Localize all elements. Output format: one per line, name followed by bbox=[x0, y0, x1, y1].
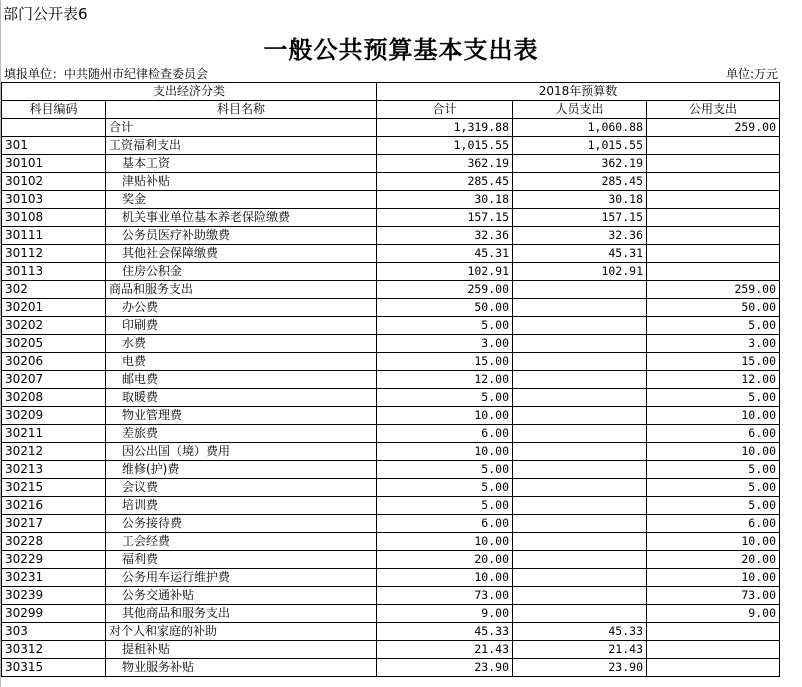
row-name: 印刷费 bbox=[106, 317, 377, 335]
row-personnel: 23.90 bbox=[513, 659, 647, 677]
row-total: 6.00 bbox=[377, 425, 513, 443]
row-code: 30102 bbox=[2, 173, 106, 191]
table-row bbox=[2, 245, 780, 263]
row-name: 公务接待费 bbox=[106, 515, 377, 533]
row-code: 30315 bbox=[2, 659, 106, 677]
row-total: 45.33 bbox=[377, 623, 513, 641]
header-group-row bbox=[2, 83, 780, 101]
row-public bbox=[647, 191, 780, 209]
row-personnel bbox=[513, 281, 647, 299]
row-name: 对个人和家庭的补助 bbox=[106, 623, 377, 641]
table-row bbox=[2, 155, 780, 173]
row-code: 30206 bbox=[2, 353, 106, 371]
row-code: 30299 bbox=[2, 605, 106, 623]
header-total: 合计 bbox=[377, 101, 513, 119]
row-total: 10.00 bbox=[377, 569, 513, 587]
row-public bbox=[647, 623, 780, 641]
row-total: 10.00 bbox=[377, 533, 513, 551]
table-row bbox=[2, 371, 780, 389]
row-code: 30239 bbox=[2, 587, 106, 605]
row-name: 奖金 bbox=[106, 191, 377, 209]
table-row bbox=[2, 263, 780, 281]
row-public bbox=[647, 263, 780, 281]
row-personnel bbox=[513, 389, 647, 407]
row-public: 5.00 bbox=[647, 479, 780, 497]
row-total: 362.19 bbox=[377, 155, 513, 173]
row-personnel bbox=[513, 605, 647, 623]
table-row bbox=[2, 515, 780, 533]
row-personnel bbox=[513, 461, 647, 479]
row-name: 物业管理费 bbox=[106, 407, 377, 425]
table-body bbox=[2, 119, 780, 677]
row-name: 会议费 bbox=[106, 479, 377, 497]
row-code: 30216 bbox=[2, 497, 106, 515]
row-public: 5.00 bbox=[647, 389, 780, 407]
table-row bbox=[2, 461, 780, 479]
row-total: 5.00 bbox=[377, 479, 513, 497]
row-code: 30112 bbox=[2, 245, 106, 263]
table-row bbox=[2, 659, 780, 677]
row-personnel: 45.31 bbox=[513, 245, 647, 263]
row-public: 20.00 bbox=[647, 551, 780, 569]
row-total: 45.31 bbox=[377, 245, 513, 263]
row-total: 21.43 bbox=[377, 641, 513, 659]
row-code: 30211 bbox=[2, 425, 106, 443]
row-public: 10.00 bbox=[647, 443, 780, 461]
row-name: 差旅费 bbox=[106, 425, 377, 443]
table-row bbox=[2, 281, 780, 299]
row-name: 物业服务补贴 bbox=[106, 659, 377, 677]
table-row bbox=[2, 587, 780, 605]
row-total: 1,319.88 bbox=[377, 119, 513, 137]
row-name: 商品和服务支出 bbox=[106, 281, 377, 299]
row-name: 公务用车运行维护费 bbox=[106, 569, 377, 587]
row-code: 30217 bbox=[2, 515, 106, 533]
table-row bbox=[2, 443, 780, 461]
row-code: 30101 bbox=[2, 155, 106, 173]
row-name: 培训费 bbox=[106, 497, 377, 515]
row-public: 50.00 bbox=[647, 299, 780, 317]
table-row bbox=[2, 425, 780, 443]
table-row bbox=[2, 605, 780, 623]
row-code: 30208 bbox=[2, 389, 106, 407]
row-code bbox=[2, 119, 106, 137]
row-public: 6.00 bbox=[647, 425, 780, 443]
row-total: 10.00 bbox=[377, 443, 513, 461]
row-name: 工会经费 bbox=[106, 533, 377, 551]
row-personnel: 21.43 bbox=[513, 641, 647, 659]
row-total: 10.00 bbox=[377, 407, 513, 425]
row-total: 73.00 bbox=[377, 587, 513, 605]
row-total: 5.00 bbox=[377, 317, 513, 335]
row-code: 30108 bbox=[2, 209, 106, 227]
row-code: 30229 bbox=[2, 551, 106, 569]
row-name: 取暖费 bbox=[106, 389, 377, 407]
table-row bbox=[2, 173, 780, 191]
row-total: 285.45 bbox=[377, 173, 513, 191]
row-total: 1,015.55 bbox=[377, 137, 513, 155]
header-column-row bbox=[2, 101, 780, 119]
row-total: 5.00 bbox=[377, 461, 513, 479]
row-code: 301 bbox=[2, 137, 106, 155]
table-row bbox=[2, 137, 780, 155]
row-code: 30213 bbox=[2, 461, 106, 479]
row-personnel bbox=[513, 299, 647, 317]
row-total: 5.00 bbox=[377, 389, 513, 407]
row-public: 9.00 bbox=[647, 605, 780, 623]
table-row bbox=[2, 335, 780, 353]
row-public: 5.00 bbox=[647, 461, 780, 479]
row-personnel bbox=[513, 407, 647, 425]
row-name: 其他社会保障缴费 bbox=[106, 245, 377, 263]
row-public: 6.00 bbox=[647, 515, 780, 533]
table-row bbox=[2, 317, 780, 335]
row-personnel bbox=[513, 353, 647, 371]
row-public: 10.00 bbox=[647, 533, 780, 551]
row-code: 30228 bbox=[2, 533, 106, 551]
header-code: 科目编码 bbox=[2, 101, 106, 119]
row-code: 303 bbox=[2, 623, 106, 641]
row-name: 公务交通补贴 bbox=[106, 587, 377, 605]
row-total: 3.00 bbox=[377, 335, 513, 353]
row-name: 提租补贴 bbox=[106, 641, 377, 659]
row-personnel bbox=[513, 497, 647, 515]
row-code: 30202 bbox=[2, 317, 106, 335]
row-personnel: 362.19 bbox=[513, 155, 647, 173]
row-personnel: 102.91 bbox=[513, 263, 647, 281]
table-row bbox=[2, 569, 780, 587]
row-personnel bbox=[513, 551, 647, 569]
table-row bbox=[2, 227, 780, 245]
row-public: 10.00 bbox=[647, 407, 780, 425]
row-total: 102.91 bbox=[377, 263, 513, 281]
row-code: 30212 bbox=[2, 443, 106, 461]
row-personnel: 1,015.55 bbox=[513, 137, 647, 155]
row-personnel bbox=[513, 533, 647, 551]
table-row bbox=[2, 353, 780, 371]
table-row bbox=[2, 497, 780, 515]
row-public: 15.00 bbox=[647, 353, 780, 371]
budget-table bbox=[1, 82, 780, 677]
row-code: 30111 bbox=[2, 227, 106, 245]
row-name: 公务员医疗补助缴费 bbox=[106, 227, 377, 245]
row-public: 259.00 bbox=[647, 281, 780, 299]
header-public: 公用支出 bbox=[647, 101, 780, 119]
header-name: 科目名称 bbox=[106, 101, 377, 119]
row-total: 157.15 bbox=[377, 209, 513, 227]
row-code: 30231 bbox=[2, 569, 106, 587]
row-code: 30209 bbox=[2, 407, 106, 425]
row-name: 办公费 bbox=[106, 299, 377, 317]
row-name: 福利费 bbox=[106, 551, 377, 569]
row-name: 水费 bbox=[106, 335, 377, 353]
table-row bbox=[2, 209, 780, 227]
row-code: 302 bbox=[2, 281, 106, 299]
row-public bbox=[647, 641, 780, 659]
row-personnel: 157.15 bbox=[513, 209, 647, 227]
row-public: 73.00 bbox=[647, 587, 780, 605]
row-code: 30207 bbox=[2, 371, 106, 389]
row-code: 30205 bbox=[2, 335, 106, 353]
row-total: 6.00 bbox=[377, 515, 513, 533]
row-personnel: 285.45 bbox=[513, 173, 647, 191]
row-code: 30215 bbox=[2, 479, 106, 497]
row-total: 12.00 bbox=[377, 371, 513, 389]
row-code: 30201 bbox=[2, 299, 106, 317]
row-total: 9.00 bbox=[377, 605, 513, 623]
row-total: 5.00 bbox=[377, 497, 513, 515]
row-total: 50.00 bbox=[377, 299, 513, 317]
row-name: 机关事业单位基本养老保险缴费 bbox=[106, 209, 377, 227]
table-row bbox=[2, 551, 780, 569]
table-row bbox=[2, 623, 780, 641]
row-total: 259.00 bbox=[377, 281, 513, 299]
reporting-unit: 填报单位：中共随州市纪律检查委员会 bbox=[4, 67, 209, 81]
row-name: 工资福利支出 bbox=[106, 137, 377, 155]
row-name: 住房公积金 bbox=[106, 263, 377, 281]
row-personnel bbox=[513, 425, 647, 443]
row-public bbox=[647, 137, 780, 155]
row-public: 5.00 bbox=[647, 317, 780, 335]
table-row bbox=[2, 389, 780, 407]
row-total: 30.18 bbox=[377, 191, 513, 209]
row-personnel bbox=[513, 479, 647, 497]
row-public bbox=[647, 173, 780, 191]
header-economic-classification: 支出经济分类 bbox=[2, 83, 377, 101]
row-public bbox=[647, 659, 780, 677]
header-personnel: 人员支出 bbox=[513, 101, 647, 119]
table-row bbox=[2, 407, 780, 425]
row-total: 23.90 bbox=[377, 659, 513, 677]
row-name: 其他商品和服务支出 bbox=[106, 605, 377, 623]
row-total: 20.00 bbox=[377, 551, 513, 569]
row-name: 合计 bbox=[106, 119, 377, 137]
row-public: 259.00 bbox=[647, 119, 780, 137]
row-code: 30113 bbox=[2, 263, 106, 281]
row-personnel bbox=[513, 317, 647, 335]
row-public: 12.00 bbox=[647, 371, 780, 389]
row-personnel bbox=[513, 515, 647, 533]
table-row bbox=[2, 533, 780, 551]
table-number-label: 部门公开表6 bbox=[3, 5, 88, 23]
row-personnel: 30.18 bbox=[513, 191, 647, 209]
row-personnel: 32.36 bbox=[513, 227, 647, 245]
row-personnel: 1,060.88 bbox=[513, 119, 647, 137]
row-public: 3.00 bbox=[647, 335, 780, 353]
row-personnel bbox=[513, 371, 647, 389]
header-budget-year: 2018年预算数 bbox=[377, 83, 780, 101]
table-row bbox=[2, 191, 780, 209]
row-public bbox=[647, 155, 780, 173]
row-name: 基本工资 bbox=[106, 155, 377, 173]
row-public bbox=[647, 245, 780, 263]
row-name: 津贴补贴 bbox=[106, 173, 377, 191]
table-row bbox=[2, 299, 780, 317]
row-code: 30312 bbox=[2, 641, 106, 659]
row-total: 15.00 bbox=[377, 353, 513, 371]
row-personnel bbox=[513, 443, 647, 461]
row-code: 30103 bbox=[2, 191, 106, 209]
currency-unit: 单位:万元 bbox=[725, 67, 778, 81]
table-row bbox=[2, 641, 780, 659]
row-personnel bbox=[513, 569, 647, 587]
row-total: 32.36 bbox=[377, 227, 513, 245]
row-name: 维修(护)费 bbox=[106, 461, 377, 479]
row-public: 10.00 bbox=[647, 569, 780, 587]
row-personnel bbox=[513, 335, 647, 353]
table-row bbox=[2, 479, 780, 497]
row-public: 5.00 bbox=[647, 497, 780, 515]
row-name: 邮电费 bbox=[106, 371, 377, 389]
row-personnel: 45.33 bbox=[513, 623, 647, 641]
table-row bbox=[2, 119, 780, 137]
row-name: 电费 bbox=[106, 353, 377, 371]
page-title: 一般公共预算基本支出表 bbox=[263, 35, 539, 64]
row-public bbox=[647, 227, 780, 245]
row-name: 因公出国（境）费用 bbox=[106, 443, 377, 461]
row-public bbox=[647, 209, 780, 227]
row-personnel bbox=[513, 587, 647, 605]
